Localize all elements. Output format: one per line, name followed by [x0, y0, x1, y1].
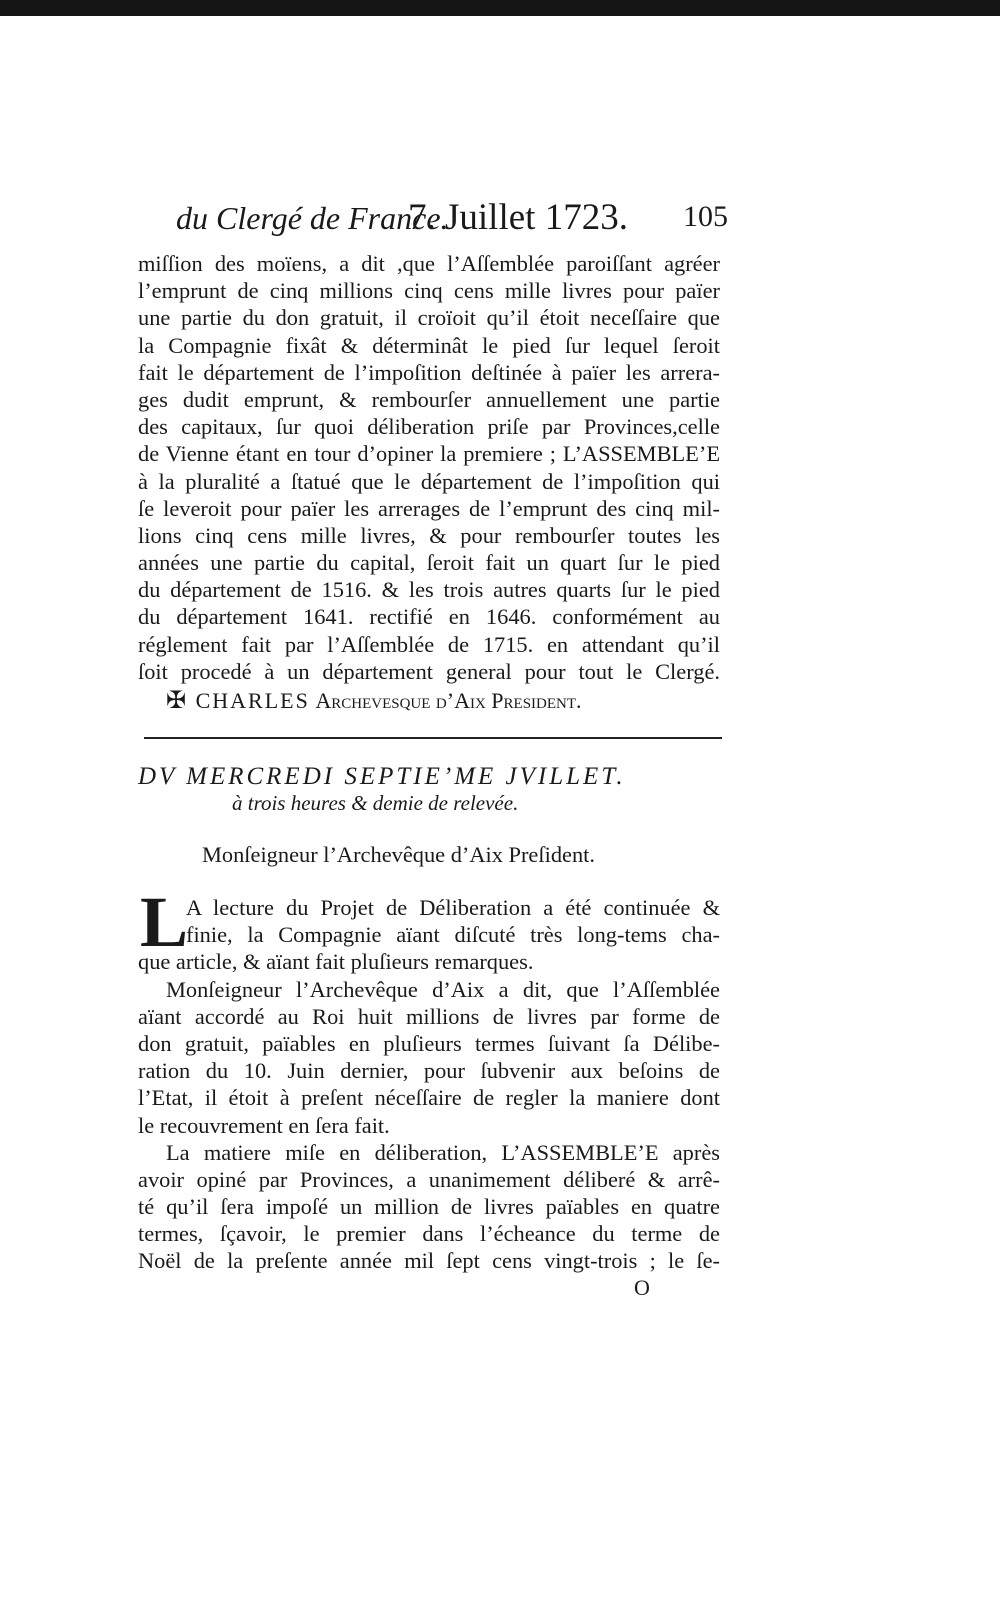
text-line: miſſion des moïens, a dit ,que l’Aſſemblée paroiſſant agréer — [138, 251, 720, 276]
text-line: ges dudit emprunt, & rembourſer annuellement une partie — [138, 386, 720, 412]
page-number: 105 — [683, 200, 728, 233]
paragraph-continuation — [138, 250, 720, 685]
text-line: le recouvrement en ſera fait. — [138, 1112, 390, 1138]
text-line: l’Etat, il étoit à preſent néceſſaire de regler la maniere dont — [138, 1085, 720, 1111]
signatory-title: Archevesque d’Aix President. — [315, 688, 582, 713]
drop-cap: L — [140, 882, 189, 962]
header-date: 7. Juillet 1723. — [408, 197, 628, 238]
paragraph-archeveque — [138, 976, 720, 1139]
signatory-name: CHARLES — [195, 688, 310, 713]
text-line: La matiere miſe en déliberation, L’ASSEMBLE’E après — [166, 1139, 720, 1165]
text-line: à la pluralité a ſtatué que le département de l’impoſition qui — [138, 468, 720, 494]
text-line: une partie du don gratuit, il croïoit qu’il étoit neceſſaire que — [138, 305, 720, 331]
session-heading: DV MERCREDI SEPTIE’ME JVILLET. — [138, 763, 626, 790]
signature-mark: O — [634, 1274, 650, 1300]
text-line: la Compagnie fixât & déterminât le pied ſur lequel ſeroit — [138, 332, 720, 358]
text-line: l’emprunt de cinq millions cinq cens mille livres pour païer — [138, 278, 720, 304]
page-header — [138, 197, 728, 250]
text-line: années une partie du capital, ſeroit fait un quart ſur le pied — [138, 550, 720, 576]
running-title: du Clergé de France. — [176, 200, 449, 236]
signature-line — [138, 687, 720, 715]
text-line: du département de 1516. & les trois autres quarts ſur le pied — [138, 577, 720, 603]
text-line: des capitaux, ſur quoi déliberation priſe par Provinces,celle — [138, 414, 720, 440]
text-line: ration du 10. Juin dernier, pour ſubvenir aux beſoins de — [138, 1058, 720, 1084]
text-line: A lecture du Projet de Déliberation a été continuée & — [186, 895, 720, 920]
paragraph-lecture — [138, 882, 720, 976]
text-line: té qu’il ſera impoſé un million de livres païables en quatre — [138, 1194, 720, 1220]
cross-icon: ✠ — [166, 688, 187, 714]
text-line: réglement fait par l’Aſſemblée de 1715. en attendant qu’il — [138, 631, 720, 657]
text-line: don gratuit, païables en pluſieurs termes ſuivant ſa Délibe- — [138, 1030, 720, 1056]
text-line: ſoit procedé à un département general pour tout le Clergé. — [138, 658, 720, 684]
text-line: avoir opiné par Provinces, a unanimement déliberé & arrê- — [138, 1166, 720, 1192]
text-line: Monſeigneur l’Archevêque d’Aix a dit, que l’Aſſemblée — [166, 976, 720, 1002]
presider-line: Monſeigneur l’Archevêque d’Aix Preſident. — [202, 842, 595, 867]
section-divider — [144, 737, 722, 739]
text-line: que article, & aïant fait pluſieurs remarques. — [138, 949, 534, 975]
text-line: ſe leveroit pour païer les arrerages de l’emprunt des cinq mil- — [138, 495, 720, 521]
text-line: Noël de la preſente année mil ſept cens vingt-trois ; le ſe- — [138, 1248, 720, 1274]
paragraph-deliberation — [138, 1139, 720, 1275]
text-line: fait le département de l’impoſition deſtinée à païer les arrera- — [138, 359, 720, 385]
session-subheading: à trois heures & demie de relevée. — [232, 791, 519, 815]
scan-top-edge — [0, 0, 1000, 16]
text-line: du département 1641. rectifié en 1646. conformément au — [138, 604, 720, 630]
text-line: finie, la Compagnie aïant diſcuté très long-tems cha- — [186, 922, 720, 948]
text-line: aïant accordé au Roi huit millions de livres par forme de — [138, 1003, 720, 1029]
text-line: lions cinq cens mille livres, & pour rembourſer toutes les — [138, 522, 720, 548]
signature-mark-row — [138, 1275, 720, 1305]
text-line: termes, ſçavoir, le premier dans l’écheance du terme de — [138, 1221, 720, 1247]
book-page — [138, 197, 728, 1305]
text-line: de Vienne étant en tour d’opiner la premiere ; L’ASSEMBLE’E — [138, 441, 720, 467]
